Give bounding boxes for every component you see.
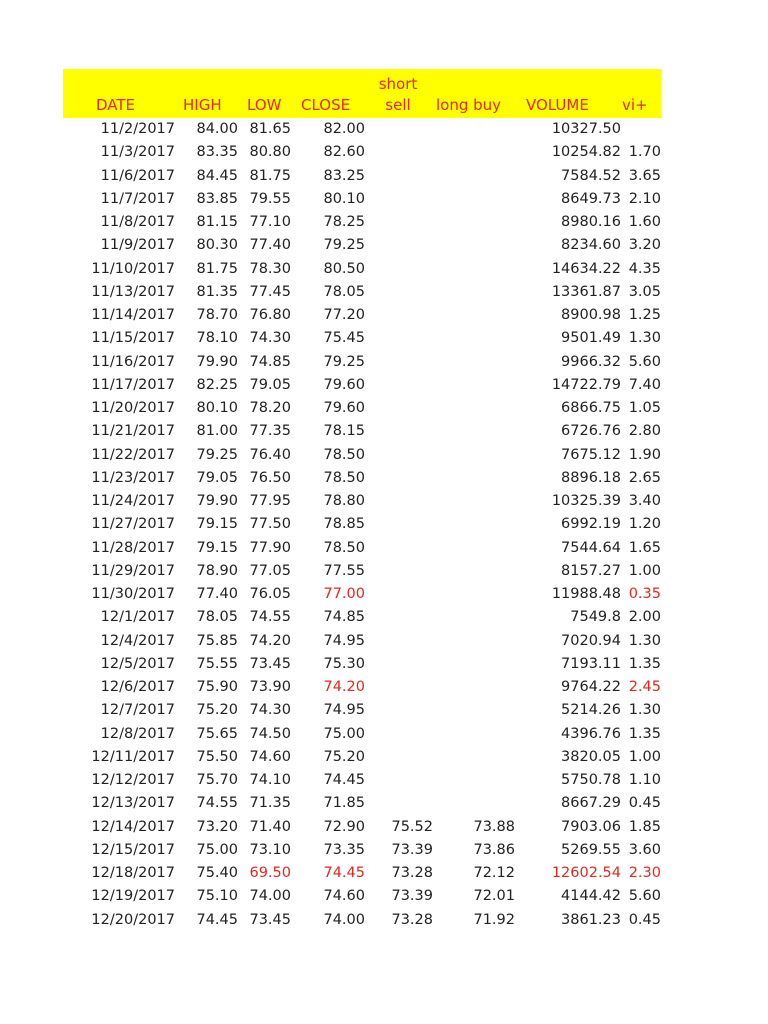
cell-close[interactable]: 78.85 <box>323 516 365 533</box>
cell-close[interactable]: 74.45 <box>323 865 365 881</box>
cell-short[interactable]: 73.39 <box>391 841 433 858</box>
cell-close[interactable]: 75.45 <box>323 330 365 347</box>
cell-high[interactable]: 75.00 <box>196 841 238 858</box>
cell-volume[interactable]: 7020.94 <box>561 632 621 649</box>
cell-volume[interactable]: 8667.29 <box>561 795 621 812</box>
table-row <box>63 630 661 653</box>
cell-high[interactable]: 79.90 <box>196 353 238 370</box>
cell-high[interactable]: 84.45 <box>196 167 238 184</box>
cell-vi[interactable]: 3.60 <box>628 841 661 858</box>
cell-date[interactable]: 11/8/2017 <box>100 214 175 230</box>
cell-vi[interactable]: 1.30 <box>628 330 661 347</box>
cell-high[interactable]: 81.35 <box>196 283 238 300</box>
cell-volume[interactable]: 4144.42 <box>561 888 621 905</box>
cell-high[interactable]: 74.45 <box>196 911 238 928</box>
table-row <box>63 746 661 769</box>
cell-close[interactable]: 79.60 <box>323 400 365 416</box>
cell-close[interactable]: 74.95 <box>323 632 365 649</box>
header-volume[interactable]: VOLUME <box>526 96 589 114</box>
cell-volume[interactable]: 7544.64 <box>561 539 621 556</box>
cell-high[interactable]: 81.75 <box>196 260 238 277</box>
cell-vi[interactable]: 4.35 <box>628 260 661 277</box>
cell-date[interactable]: 11/3/2017 <box>100 144 175 161</box>
cell-volume[interactable]: 7193.11 <box>561 655 621 672</box>
cell-volume[interactable]: 8896.18 <box>561 469 621 486</box>
cell-date[interactable]: 11/7/2017 <box>100 190 175 207</box>
cell-volume[interactable]: 6726.76 <box>561 423 621 440</box>
table-row <box>63 351 661 374</box>
cell-low[interactable]: 77.40 <box>249 237 291 254</box>
cell-date[interactable]: 12/8/2017 <box>100 725 175 742</box>
cell-close[interactable]: 79.25 <box>323 353 365 370</box>
cell-high[interactable]: 75.20 <box>196 702 238 719</box>
cell-close[interactable]: 82.60 <box>323 144 365 161</box>
cell-high[interactable]: 79.15 <box>196 539 238 556</box>
cell-low[interactable]: 71.35 <box>249 795 291 812</box>
cell-high[interactable]: 75.70 <box>196 772 238 788</box>
cell-high[interactable]: 80.30 <box>196 237 238 254</box>
cell-low[interactable]: 81.65 <box>249 121 291 137</box>
cell-low[interactable]: 79.05 <box>249 376 291 393</box>
cell-volume[interactable]: 13361.87 <box>551 283 621 300</box>
cell-volume[interactable]: 10254.82 <box>551 144 621 161</box>
cell-low[interactable]: 77.50 <box>249 516 291 533</box>
cell-close[interactable]: 78.05 <box>323 283 365 300</box>
cell-high[interactable]: 79.90 <box>196 493 238 509</box>
cell-date[interactable]: 12/5/2017 <box>100 655 175 672</box>
cell-high[interactable]: 83.35 <box>196 144 238 161</box>
cell-volume[interactable]: 9501.49 <box>561 330 621 347</box>
cell-high[interactable]: 75.50 <box>196 748 238 765</box>
table-row <box>63 258 661 281</box>
cell-date[interactable]: 12/12/2017 <box>91 772 175 788</box>
cell-vi[interactable]: 1.25 <box>628 307 661 323</box>
cell-vi[interactable]: 0.45 <box>628 911 661 928</box>
table-row <box>63 234 661 257</box>
cell-date[interactable]: 11/28/2017 <box>91 539 175 556</box>
cell-low[interactable]: 74.00 <box>249 888 291 905</box>
cell-short[interactable]: 73.39 <box>391 888 433 905</box>
cell-low[interactable]: 74.85 <box>249 353 291 370</box>
cell-high[interactable]: 75.65 <box>196 725 238 742</box>
cell-date[interactable]: 11/10/2017 <box>91 260 175 277</box>
cell-high[interactable]: 78.05 <box>196 609 238 626</box>
cell-date[interactable]: 11/20/2017 <box>91 400 175 416</box>
cell-volume[interactable]: 9764.22 <box>561 679 621 695</box>
cell-close[interactable]: 77.55 <box>323 562 365 579</box>
cell-low[interactable]: 73.45 <box>249 655 291 672</box>
cell-date[interactable]: 11/30/2017 <box>91 586 175 602</box>
cell-volume[interactable]: 5214.26 <box>561 702 621 719</box>
cell-high[interactable]: 75.10 <box>196 888 238 905</box>
cell-vi[interactable]: 1.35 <box>628 655 661 672</box>
cell-date[interactable]: 12/13/2017 <box>91 795 175 812</box>
cell-vi[interactable]: 7.40 <box>628 376 661 393</box>
cell-high[interactable]: 78.90 <box>196 562 238 579</box>
cell-vi[interactable]: 0.35 <box>628 586 661 602</box>
cell-date[interactable]: 11/16/2017 <box>91 353 175 370</box>
header-vi[interactable]: vi+ <box>622 96 648 114</box>
cell-high[interactable]: 75.55 <box>196 655 238 672</box>
cell-date[interactable]: 11/22/2017 <box>91 446 175 463</box>
cell-high[interactable]: 79.05 <box>196 469 238 486</box>
cell-date[interactable]: 11/17/2017 <box>91 376 175 393</box>
table-row <box>63 606 661 629</box>
cell-low[interactable]: 74.50 <box>249 725 291 742</box>
cell-high[interactable]: 75.90 <box>196 679 238 695</box>
cell-date[interactable]: 11/14/2017 <box>91 307 175 323</box>
cell-long[interactable]: 71.92 <box>473 911 515 928</box>
cell-close[interactable]: 73.35 <box>323 841 365 858</box>
header-short-sell-line1: short <box>378 75 418 93</box>
cell-long[interactable]: 72.12 <box>473 865 515 881</box>
cell-vi[interactable]: 1.10 <box>628 772 661 788</box>
cell-vi[interactable]: 1.90 <box>628 446 661 463</box>
table-row <box>63 281 661 304</box>
cell-low[interactable]: 71.40 <box>249 818 291 835</box>
cell-vi[interactable]: 1.30 <box>628 632 661 649</box>
cell-close[interactable]: 80.10 <box>323 190 365 207</box>
cell-vi[interactable]: 3.05 <box>628 283 661 300</box>
cell-volume[interactable]: 8157.27 <box>561 562 621 579</box>
cell-low[interactable]: 77.95 <box>249 493 291 509</box>
cell-date[interactable]: 11/29/2017 <box>91 562 175 579</box>
table-row <box>63 397 661 420</box>
cell-low[interactable]: 78.20 <box>249 400 291 416</box>
cell-volume[interactable]: 11988.48 <box>551 586 621 602</box>
cell-close[interactable]: 71.85 <box>323 795 365 812</box>
cell-high[interactable]: 77.40 <box>196 586 238 602</box>
table-row <box>63 327 661 350</box>
cell-low[interactable]: 74.30 <box>249 702 291 719</box>
header-short-sell[interactable] <box>371 74 425 116</box>
table-row <box>63 467 661 490</box>
cell-low[interactable]: 77.10 <box>249 214 291 230</box>
cell-low[interactable]: 69.50 <box>249 865 291 881</box>
cell-close[interactable]: 74.85 <box>323 609 365 626</box>
cell-close[interactable]: 78.15 <box>323 423 365 440</box>
cell-volume[interactable]: 6992.19 <box>561 516 621 533</box>
table-row <box>63 118 661 141</box>
cell-close[interactable]: 78.50 <box>323 539 365 556</box>
table-row <box>63 839 661 862</box>
table-row <box>63 211 661 234</box>
cell-close[interactable]: 79.60 <box>323 376 365 393</box>
cell-date[interactable]: 12/11/2017 <box>91 748 175 765</box>
cell-high[interactable]: 83.85 <box>196 190 238 207</box>
cell-vi[interactable]: 5.60 <box>628 888 661 905</box>
table-row <box>63 444 661 467</box>
cell-close[interactable]: 78.25 <box>323 214 365 230</box>
cell-vi[interactable]: 2.30 <box>628 865 661 881</box>
cell-close[interactable]: 78.50 <box>323 469 365 486</box>
cell-close[interactable]: 79.25 <box>323 237 365 254</box>
cell-high[interactable]: 78.70 <box>196 307 238 323</box>
table-body <box>63 118 661 932</box>
cell-volume[interactable]: 7549.8 <box>570 609 621 626</box>
cell-date[interactable]: 12/14/2017 <box>91 818 175 835</box>
cell-close[interactable]: 75.30 <box>323 655 365 672</box>
cell-vi[interactable]: 2.45 <box>628 679 661 695</box>
cell-high[interactable]: 81.00 <box>196 423 238 440</box>
cell-volume[interactable]: 8980.16 <box>561 214 621 230</box>
header-row <box>63 69 661 118</box>
cell-vi[interactable]: 1.85 <box>628 818 661 835</box>
cell-date[interactable]: 11/24/2017 <box>91 493 175 509</box>
cell-vi[interactable]: 2.80 <box>628 423 661 440</box>
cell-high[interactable]: 79.25 <box>196 446 238 463</box>
table-row <box>63 699 661 722</box>
table-row <box>63 188 661 211</box>
cell-date[interactable]: 12/18/2017 <box>91 865 175 881</box>
table-row <box>63 304 661 327</box>
cell-low[interactable]: 74.55 <box>249 609 291 626</box>
cell-volume[interactable]: 14634.22 <box>551 260 621 277</box>
cell-date[interactable]: 12/7/2017 <box>100 702 175 719</box>
header-short-sell-line2: sell <box>385 96 411 114</box>
cell-high[interactable]: 78.10 <box>196 330 238 347</box>
cell-volume[interactable]: 3861.23 <box>561 911 621 928</box>
cell-date[interactable]: 12/19/2017 <box>91 888 175 905</box>
cell-volume[interactable]: 10327.50 <box>551 121 621 137</box>
cell-short[interactable]: 73.28 <box>391 865 433 881</box>
cell-low[interactable]: 77.45 <box>249 283 291 300</box>
cell-close[interactable]: 77.00 <box>323 586 365 602</box>
table-row <box>63 816 661 839</box>
cell-low[interactable]: 73.90 <box>249 679 291 695</box>
cell-date[interactable]: 12/20/2017 <box>91 911 175 928</box>
cell-low[interactable]: 74.10 <box>249 772 291 788</box>
table-row <box>63 723 661 746</box>
cell-close[interactable]: 78.50 <box>323 446 365 463</box>
cell-volume[interactable]: 8649.73 <box>561 190 621 207</box>
cell-volume[interactable]: 5750.78 <box>561 772 621 788</box>
cell-close[interactable]: 72.90 <box>323 818 365 835</box>
cell-low[interactable]: 76.05 <box>249 586 291 602</box>
cell-short[interactable]: 75.52 <box>391 818 433 835</box>
cell-close[interactable]: 75.20 <box>323 748 365 765</box>
cell-volume[interactable]: 14722.79 <box>551 376 621 393</box>
cell-low[interactable]: 77.05 <box>249 562 291 579</box>
cell-volume[interactable]: 8234.60 <box>561 237 621 254</box>
cell-vi[interactable]: 3.40 <box>628 493 661 509</box>
table-row <box>63 537 661 560</box>
cell-close[interactable]: 74.20 <box>323 679 365 695</box>
cell-close[interactable]: 74.00 <box>323 911 365 928</box>
spreadsheet-table <box>63 69 661 932</box>
header-long-buy[interactable]: long buy <box>436 96 502 114</box>
table-row <box>63 862 661 885</box>
cell-close[interactable]: 83.25 <box>323 167 365 184</box>
cell-volume[interactable]: 4396.76 <box>561 725 621 742</box>
cell-vi[interactable]: 0.45 <box>628 795 661 812</box>
cell-vi[interactable]: 1.35 <box>628 725 661 742</box>
cell-low[interactable]: 74.30 <box>249 330 291 347</box>
table-row <box>63 141 661 164</box>
cell-date[interactable]: 11/21/2017 <box>91 423 175 440</box>
cell-vi[interactable]: 1.30 <box>628 702 661 719</box>
cell-date[interactable]: 11/23/2017 <box>91 469 175 486</box>
cell-vi[interactable]: 2.10 <box>628 190 661 207</box>
cell-close[interactable]: 78.80 <box>323 493 365 509</box>
cell-low[interactable]: 73.45 <box>249 911 291 928</box>
cell-close[interactable]: 80.50 <box>323 260 365 277</box>
cell-close[interactable]: 75.00 <box>323 725 365 742</box>
cell-volume[interactable]: 10325.39 <box>551 493 621 509</box>
table-row <box>63 676 661 699</box>
cell-high[interactable]: 73.20 <box>196 818 238 835</box>
table-row <box>63 583 661 606</box>
cell-high[interactable]: 74.55 <box>196 795 238 812</box>
cell-vi[interactable]: 5.60 <box>628 353 661 370</box>
cell-date[interactable]: 11/9/2017 <box>100 237 175 254</box>
header-close[interactable]: CLOSE <box>301 96 351 114</box>
cell-date[interactable]: 12/15/2017 <box>91 841 175 858</box>
cell-vi[interactable]: 1.70 <box>628 144 661 161</box>
cell-low[interactable]: 74.20 <box>249 632 291 649</box>
cell-high[interactable]: 82.25 <box>196 376 238 393</box>
cell-close[interactable]: 77.20 <box>323 307 365 323</box>
table-row <box>63 513 661 536</box>
cell-long[interactable]: 73.88 <box>473 818 515 835</box>
cell-volume[interactable]: 6866.75 <box>561 400 621 416</box>
table-row <box>63 909 661 932</box>
cell-vi[interactable]: 1.20 <box>628 516 661 533</box>
cell-vi[interactable]: 3.65 <box>628 167 661 184</box>
cell-volume[interactable]: 7584.52 <box>561 167 621 184</box>
cell-date[interactable]: 11/27/2017 <box>91 516 175 533</box>
cell-date[interactable]: 12/6/2017 <box>100 679 175 695</box>
cell-volume[interactable]: 5269.55 <box>561 841 621 858</box>
cell-low[interactable]: 77.35 <box>249 423 291 440</box>
cell-high[interactable]: 80.10 <box>196 400 238 416</box>
cell-volume[interactable]: 3820.05 <box>561 748 621 765</box>
cell-close[interactable]: 74.60 <box>323 888 365 905</box>
cell-high[interactable]: 81.15 <box>196 214 238 230</box>
header-low[interactable]: LOW <box>247 96 282 114</box>
cell-low[interactable]: 76.40 <box>249 446 291 463</box>
cell-low[interactable]: 73.10 <box>249 841 291 858</box>
cell-close[interactable]: 74.45 <box>323 772 365 788</box>
cell-close[interactable]: 74.95 <box>323 702 365 719</box>
cell-vi[interactable]: 3.20 <box>628 237 661 254</box>
table-row <box>63 560 661 583</box>
table-row <box>63 653 661 676</box>
cell-date[interactable]: 11/15/2017 <box>91 330 175 347</box>
table-row <box>63 769 661 792</box>
cell-long[interactable]: 73.86 <box>473 841 515 858</box>
cell-long[interactable]: 72.01 <box>473 888 515 905</box>
cell-short[interactable]: 73.28 <box>391 911 433 928</box>
header-date[interactable]: DATE <box>96 96 136 114</box>
cell-high[interactable]: 75.40 <box>196 865 238 881</box>
table-row <box>63 165 661 188</box>
cell-close[interactable]: 82.00 <box>323 121 365 137</box>
table-row <box>63 374 661 397</box>
cell-vi[interactable]: 1.00 <box>628 748 661 765</box>
table-row <box>63 490 661 513</box>
cell-date[interactable]: 12/4/2017 <box>100 632 175 649</box>
header-high[interactable]: HIGH <box>183 96 222 114</box>
cell-high[interactable]: 84.00 <box>196 121 238 137</box>
table-row <box>63 420 661 443</box>
cell-vi[interactable]: 2.00 <box>628 609 661 626</box>
table-row <box>63 885 661 908</box>
cell-high[interactable]: 75.85 <box>196 632 238 649</box>
cell-date[interactable]: 11/2/2017 <box>100 121 175 137</box>
cell-low[interactable]: 78.30 <box>249 260 291 277</box>
cell-volume[interactable]: 7903.06 <box>561 818 621 835</box>
cell-volume[interactable]: 12602.54 <box>551 865 621 881</box>
cell-vi[interactable]: 2.65 <box>628 469 661 486</box>
cell-vi[interactable]: 1.60 <box>628 214 661 230</box>
cell-vi[interactable]: 1.00 <box>628 562 661 579</box>
cell-low[interactable]: 76.50 <box>249 469 291 486</box>
cell-volume[interactable]: 7675.12 <box>561 446 621 463</box>
cell-volume[interactable]: 8900.98 <box>561 307 621 323</box>
cell-volume[interactable]: 9966.32 <box>561 353 621 370</box>
cell-vi[interactable]: 1.05 <box>628 400 661 416</box>
cell-high[interactable]: 79.15 <box>196 516 238 533</box>
cell-low[interactable]: 77.90 <box>249 539 291 556</box>
cell-low[interactable]: 79.55 <box>249 190 291 207</box>
cell-date[interactable]: 11/13/2017 <box>91 283 175 300</box>
cell-date[interactable]: 11/6/2017 <box>100 167 175 184</box>
table-row <box>63 792 661 815</box>
cell-low[interactable]: 80.80 <box>249 144 291 161</box>
cell-low[interactable]: 74.60 <box>249 748 291 765</box>
cell-vi[interactable]: 1.65 <box>628 539 661 556</box>
cell-date[interactable]: 12/1/2017 <box>100 609 175 626</box>
cell-low[interactable]: 81.75 <box>249 167 291 184</box>
cell-low[interactable]: 76.80 <box>249 307 291 323</box>
